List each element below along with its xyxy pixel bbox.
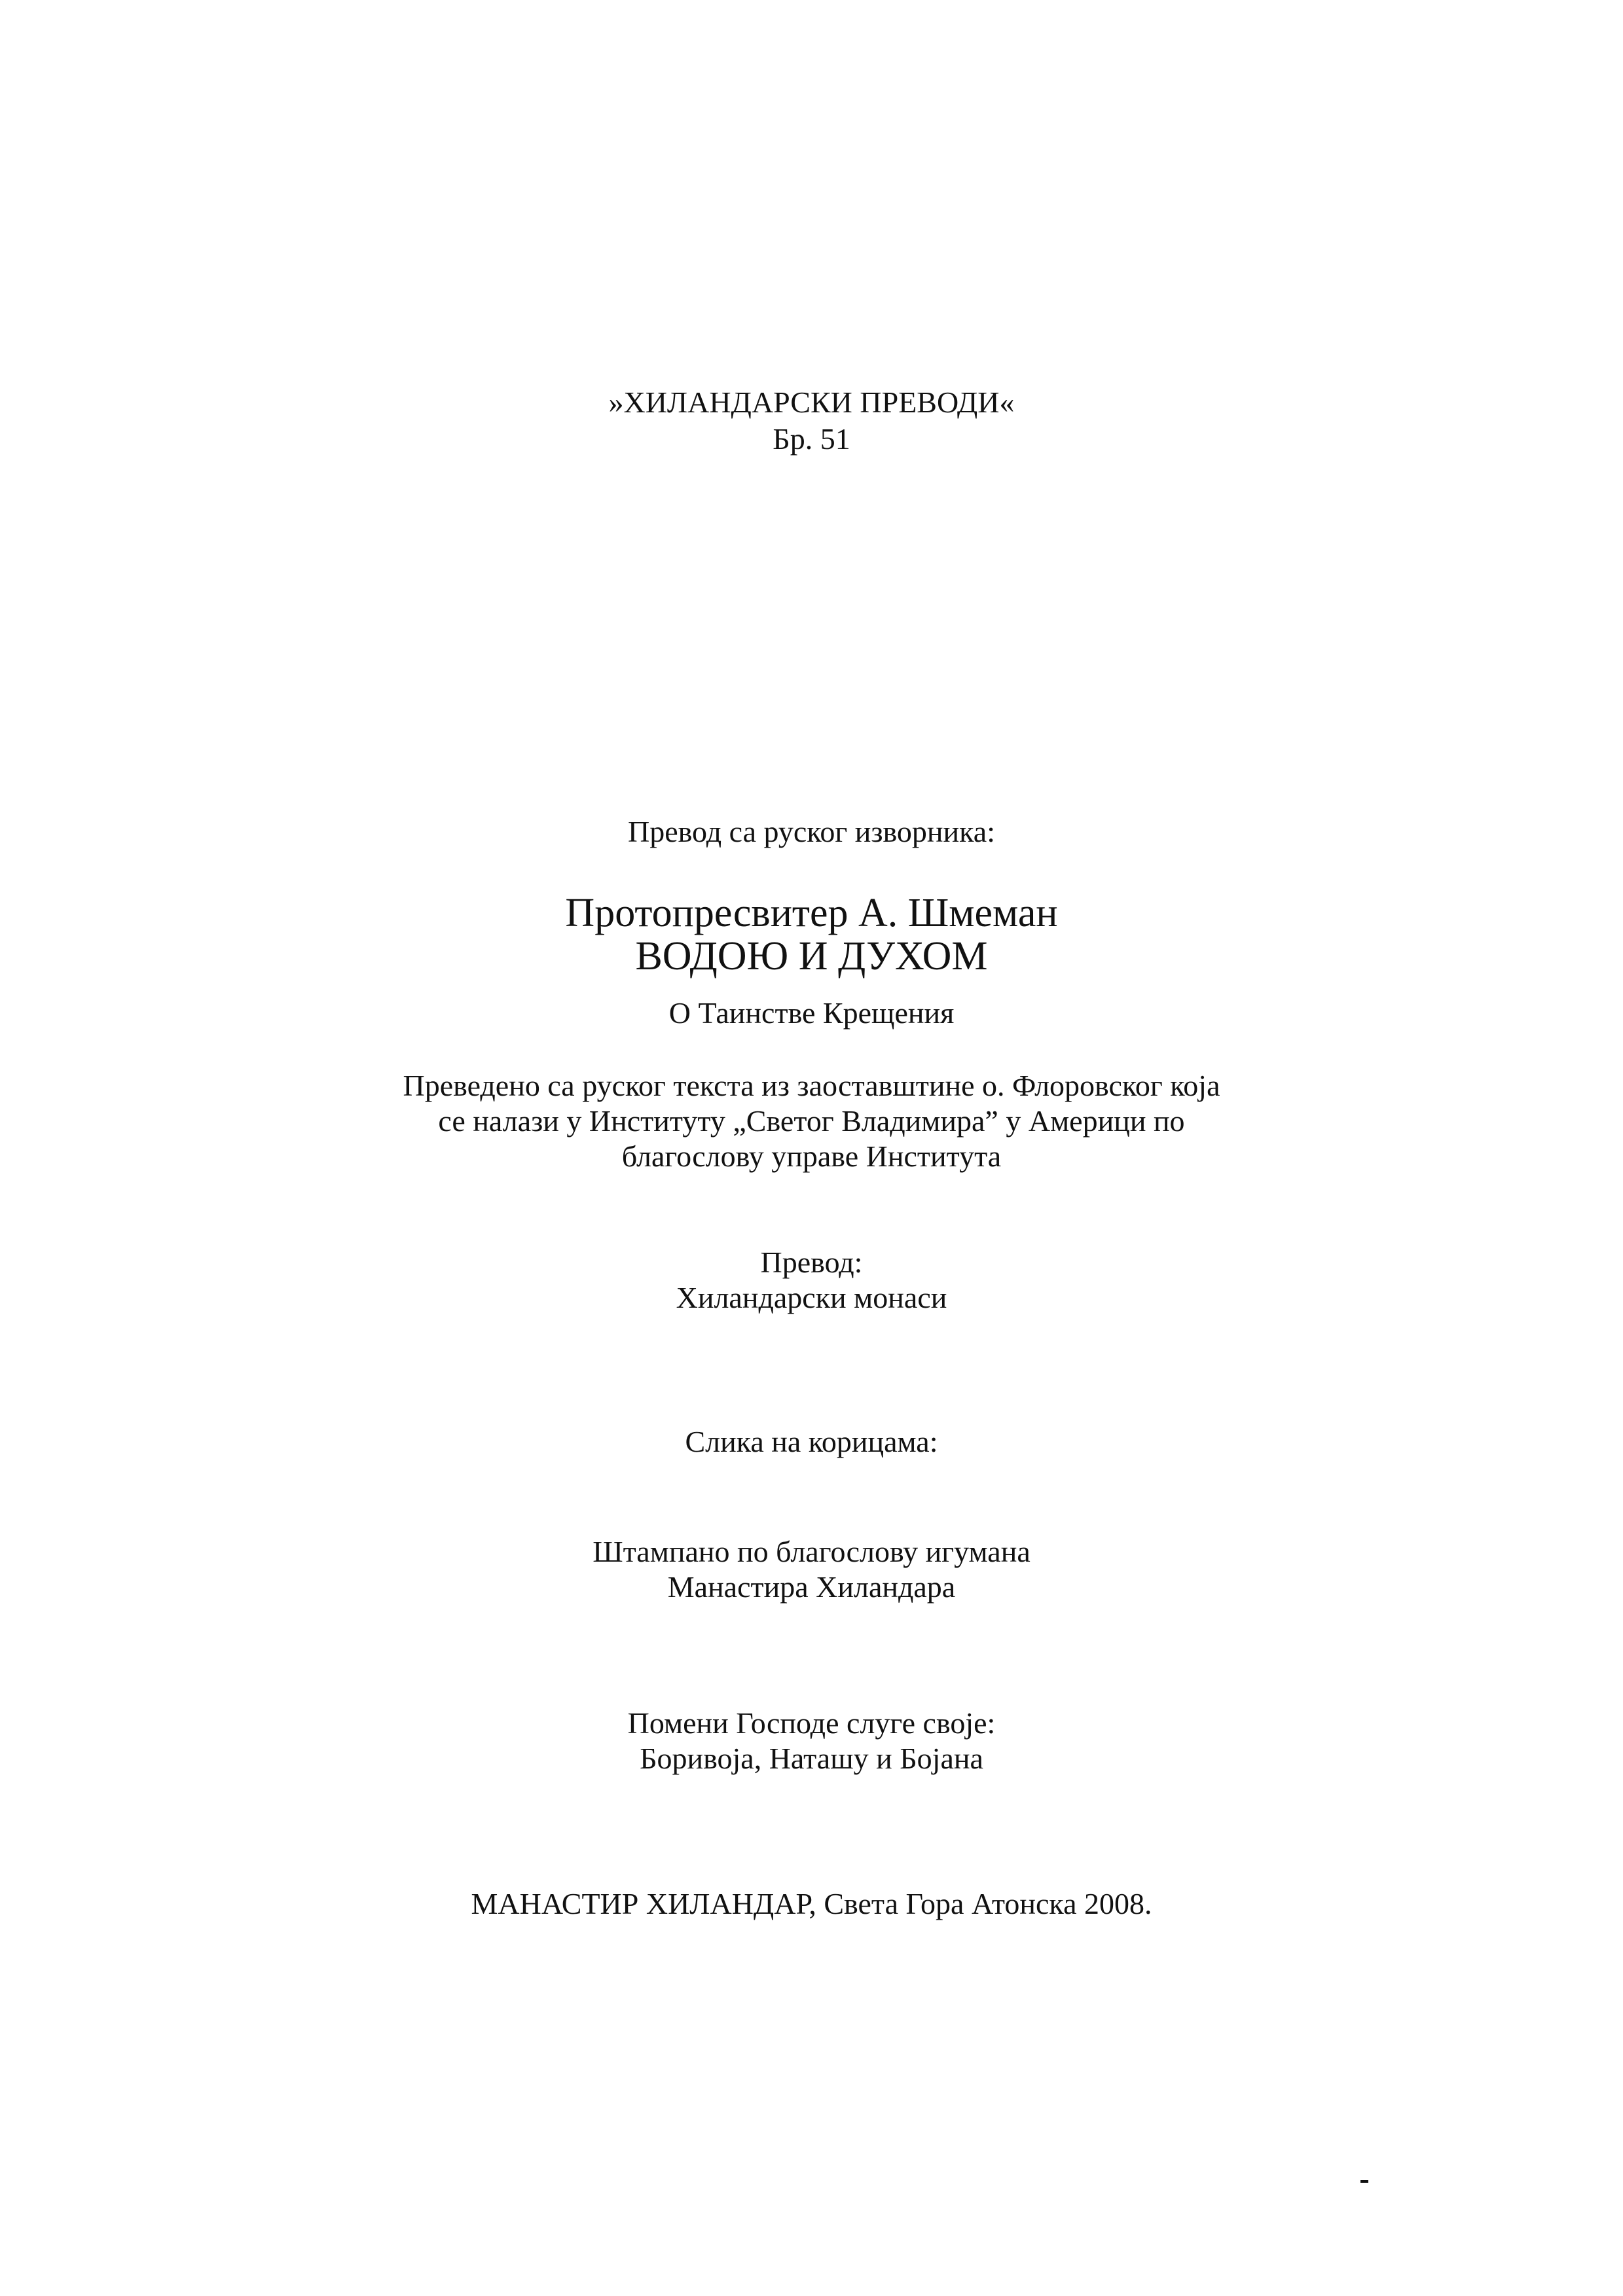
commemoration-line-1: Помени Господе слуге своје: bbox=[627, 1706, 996, 1740]
source-note: Превод са руског изворника: bbox=[628, 815, 995, 848]
blessing-line-2: Манастира Хиландара bbox=[667, 1570, 956, 1604]
translation-note-line-1: Преведено са руског текста из заоставштине о. Флоровског која bbox=[403, 1069, 1220, 1102]
translation-note-line-2: се налази у Институту „Светог Владимира” у Америци по bbox=[438, 1104, 1185, 1138]
commemoration-line-2: Боривоја, Наташу и Бојана bbox=[640, 1742, 983, 1775]
blessing-line-1: Штампано по благослову игумана bbox=[593, 1535, 1030, 1568]
series-number: Бр. 51 bbox=[773, 422, 850, 456]
cover-label: Слика на корицама: bbox=[685, 1425, 938, 1458]
imprint: МАНАСТИР ХИЛАНДАР, Света Гора Атонска 2008. bbox=[471, 1887, 1152, 1920]
translation-note-line-3: благослову управе Института bbox=[621, 1139, 1002, 1173]
book-title: ВОДОЮ И ДУХОМ bbox=[635, 934, 988, 978]
book-subtitle: О Таинстве Крещения bbox=[668, 996, 955, 1030]
translator-label: Превод: bbox=[760, 1246, 863, 1279]
translator-name: Хиландарски монаси bbox=[676, 1281, 947, 1314]
series-name: »ХИЛАНДАРСКИ ПРЕВОДИ« bbox=[608, 386, 1015, 419]
corner-mark bbox=[1360, 2180, 1368, 2183]
book-author: Протопресвитер А. Шмеман bbox=[565, 891, 1058, 935]
